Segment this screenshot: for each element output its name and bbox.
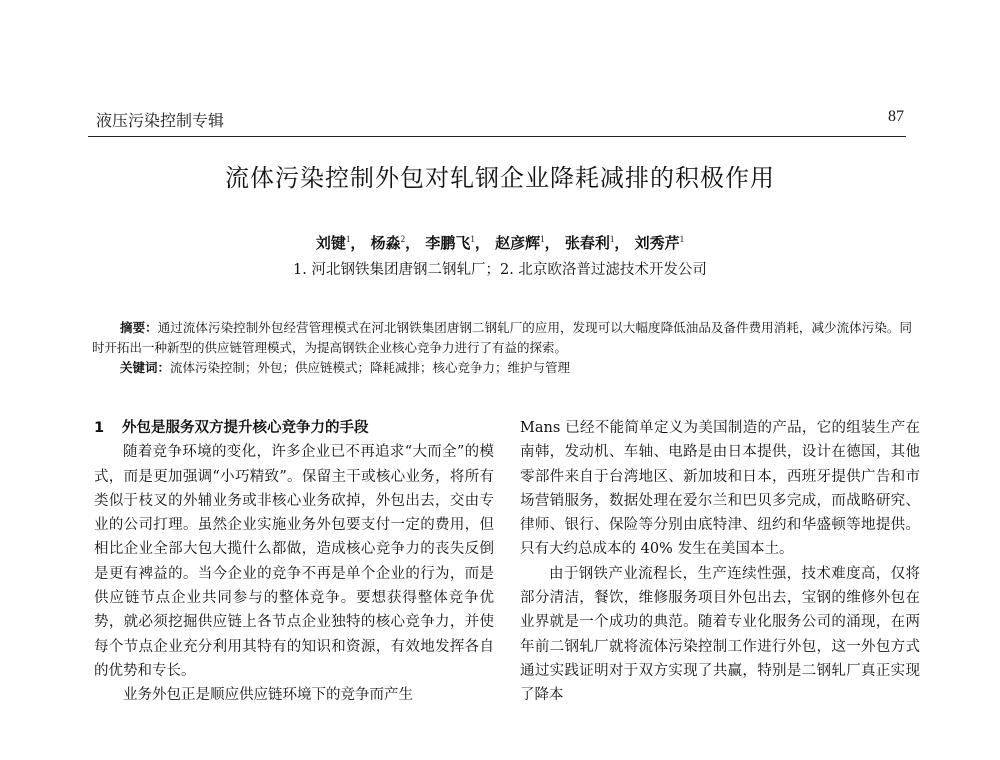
affiliations: 1. 河北钢铁集团唐钢二钢轧厂；2. 北京欧洛普过滤技术开发公司 [293,262,707,278]
author-affil-mark: 1 [679,234,685,244]
author: 赵彦辉 [495,234,541,252]
author-separator: ， [350,234,366,252]
keywords [92,358,912,378]
author-affil-mark: 1 [609,234,615,244]
abstract-label: 摘要： [120,320,158,335]
journal-section-name: 液压污染控制专辑 [96,111,225,130]
header-rule [88,136,906,137]
author-separator: ， [614,234,630,252]
body-paragraph: 业务外包正是顺应供应链环境下的竞争而产生 [123,687,413,704]
author-affil-mark: 1 [540,234,545,244]
body-paragraph: 随着竞争环境的变化，许多企业已不再追求“大而全”的模式，而是更加强调“小巧精致”。保留主干或核心业务，将所有类似于枝叉的外辅业务或非核心业务砍掉，外包出去，交由专业的公司打理。虽然企业实施业务外包要支付一定的费用，但相比企业全部大包大揽什么都做，造成核心竞争力的丧失反倒是更有裨益的。当今企业的竞争不再是单个企业的行为，而是供应链节点企业共同参与的整体竞争。要想获得整体竞争优势，就必须挖掘供应链上各节点企业独特的核心竞争力，并使每个节点企业充分利用其特有的知识和资源，有效地发挥各自的优势和专长。 [94,444,494,679]
section-title: 外包是服务双方提升核心竞争力的手段 [122,420,369,436]
page-number: 87 [888,108,904,125]
author-affil-mark: 2 [400,234,406,244]
author: 刘键 [315,234,346,252]
section-heading [94,416,494,440]
article-title: 流体污染控制外包对轧钢企业降耗减排的积极作用 [225,164,775,192]
author: 李鹏飞 [425,234,471,252]
left-column [94,416,494,708]
running-head [96,108,904,132]
author: 张春利 [564,234,610,252]
section-number: 1 [94,420,105,436]
abstract-block [92,318,912,378]
author-list [0,232,1000,253]
author: 刘秀芹 [634,234,680,252]
author-separator: ， [474,234,490,252]
body-paragraph: Mans 已经不能简单定义为美国制造的产品，它的组装生产在南韩，发动机、车轴、电路是由日本提供，设计在德国，其他零部件来自于台湾地区、新加坡和日本，西班牙提供广告和市场营销服务，数据处理在爱尔兰和巴贝多完成，而战略研究、律师、银行、保险等分别由底特津、纽约和华盛顿等地提供。只有大约总成本的 40% 发生在美国本土。 [520,420,920,558]
author-affil-mark: 1 [470,234,475,244]
author-affil-mark: 1 [345,234,351,244]
body-paragraph: 由于钢铁产业流程长，生产连续性强，技术难度高，仅将部分清洁，餐饮，维修服务项目外包出去，宝钢的维修外包在业界就是一个成功的典范。随着专业化服务公司的涌现，在两年前二钢轧厂就将流体污染控制工作进行外包，这一外包方式通过实践证明对于双方实现了共赢，特别是二钢轧厂真正实现了降本 [520,565,920,704]
author: 杨淼 [370,234,401,252]
abstract-text: 通过流体污染控制外包经营管理模式在河北钢铁集团唐钢二钢轧厂的应用，发现可以大幅度降低油品及备件费用消耗，减少流体污染。同时开拓出一种新型的供应链管理模式，为提高钢铁企业核心竞争力进行了有益的探索。 [92,320,912,355]
right-column [520,416,920,708]
keywords-label: 关键词： [120,360,171,375]
author-separator: ， [544,234,560,252]
abstract [92,318,912,358]
keywords-text: 流体污染控制；外包；供应链模式；降耗减排；核心竞争力；维护与管理 [170,360,571,375]
author-separator: ， [405,234,421,252]
